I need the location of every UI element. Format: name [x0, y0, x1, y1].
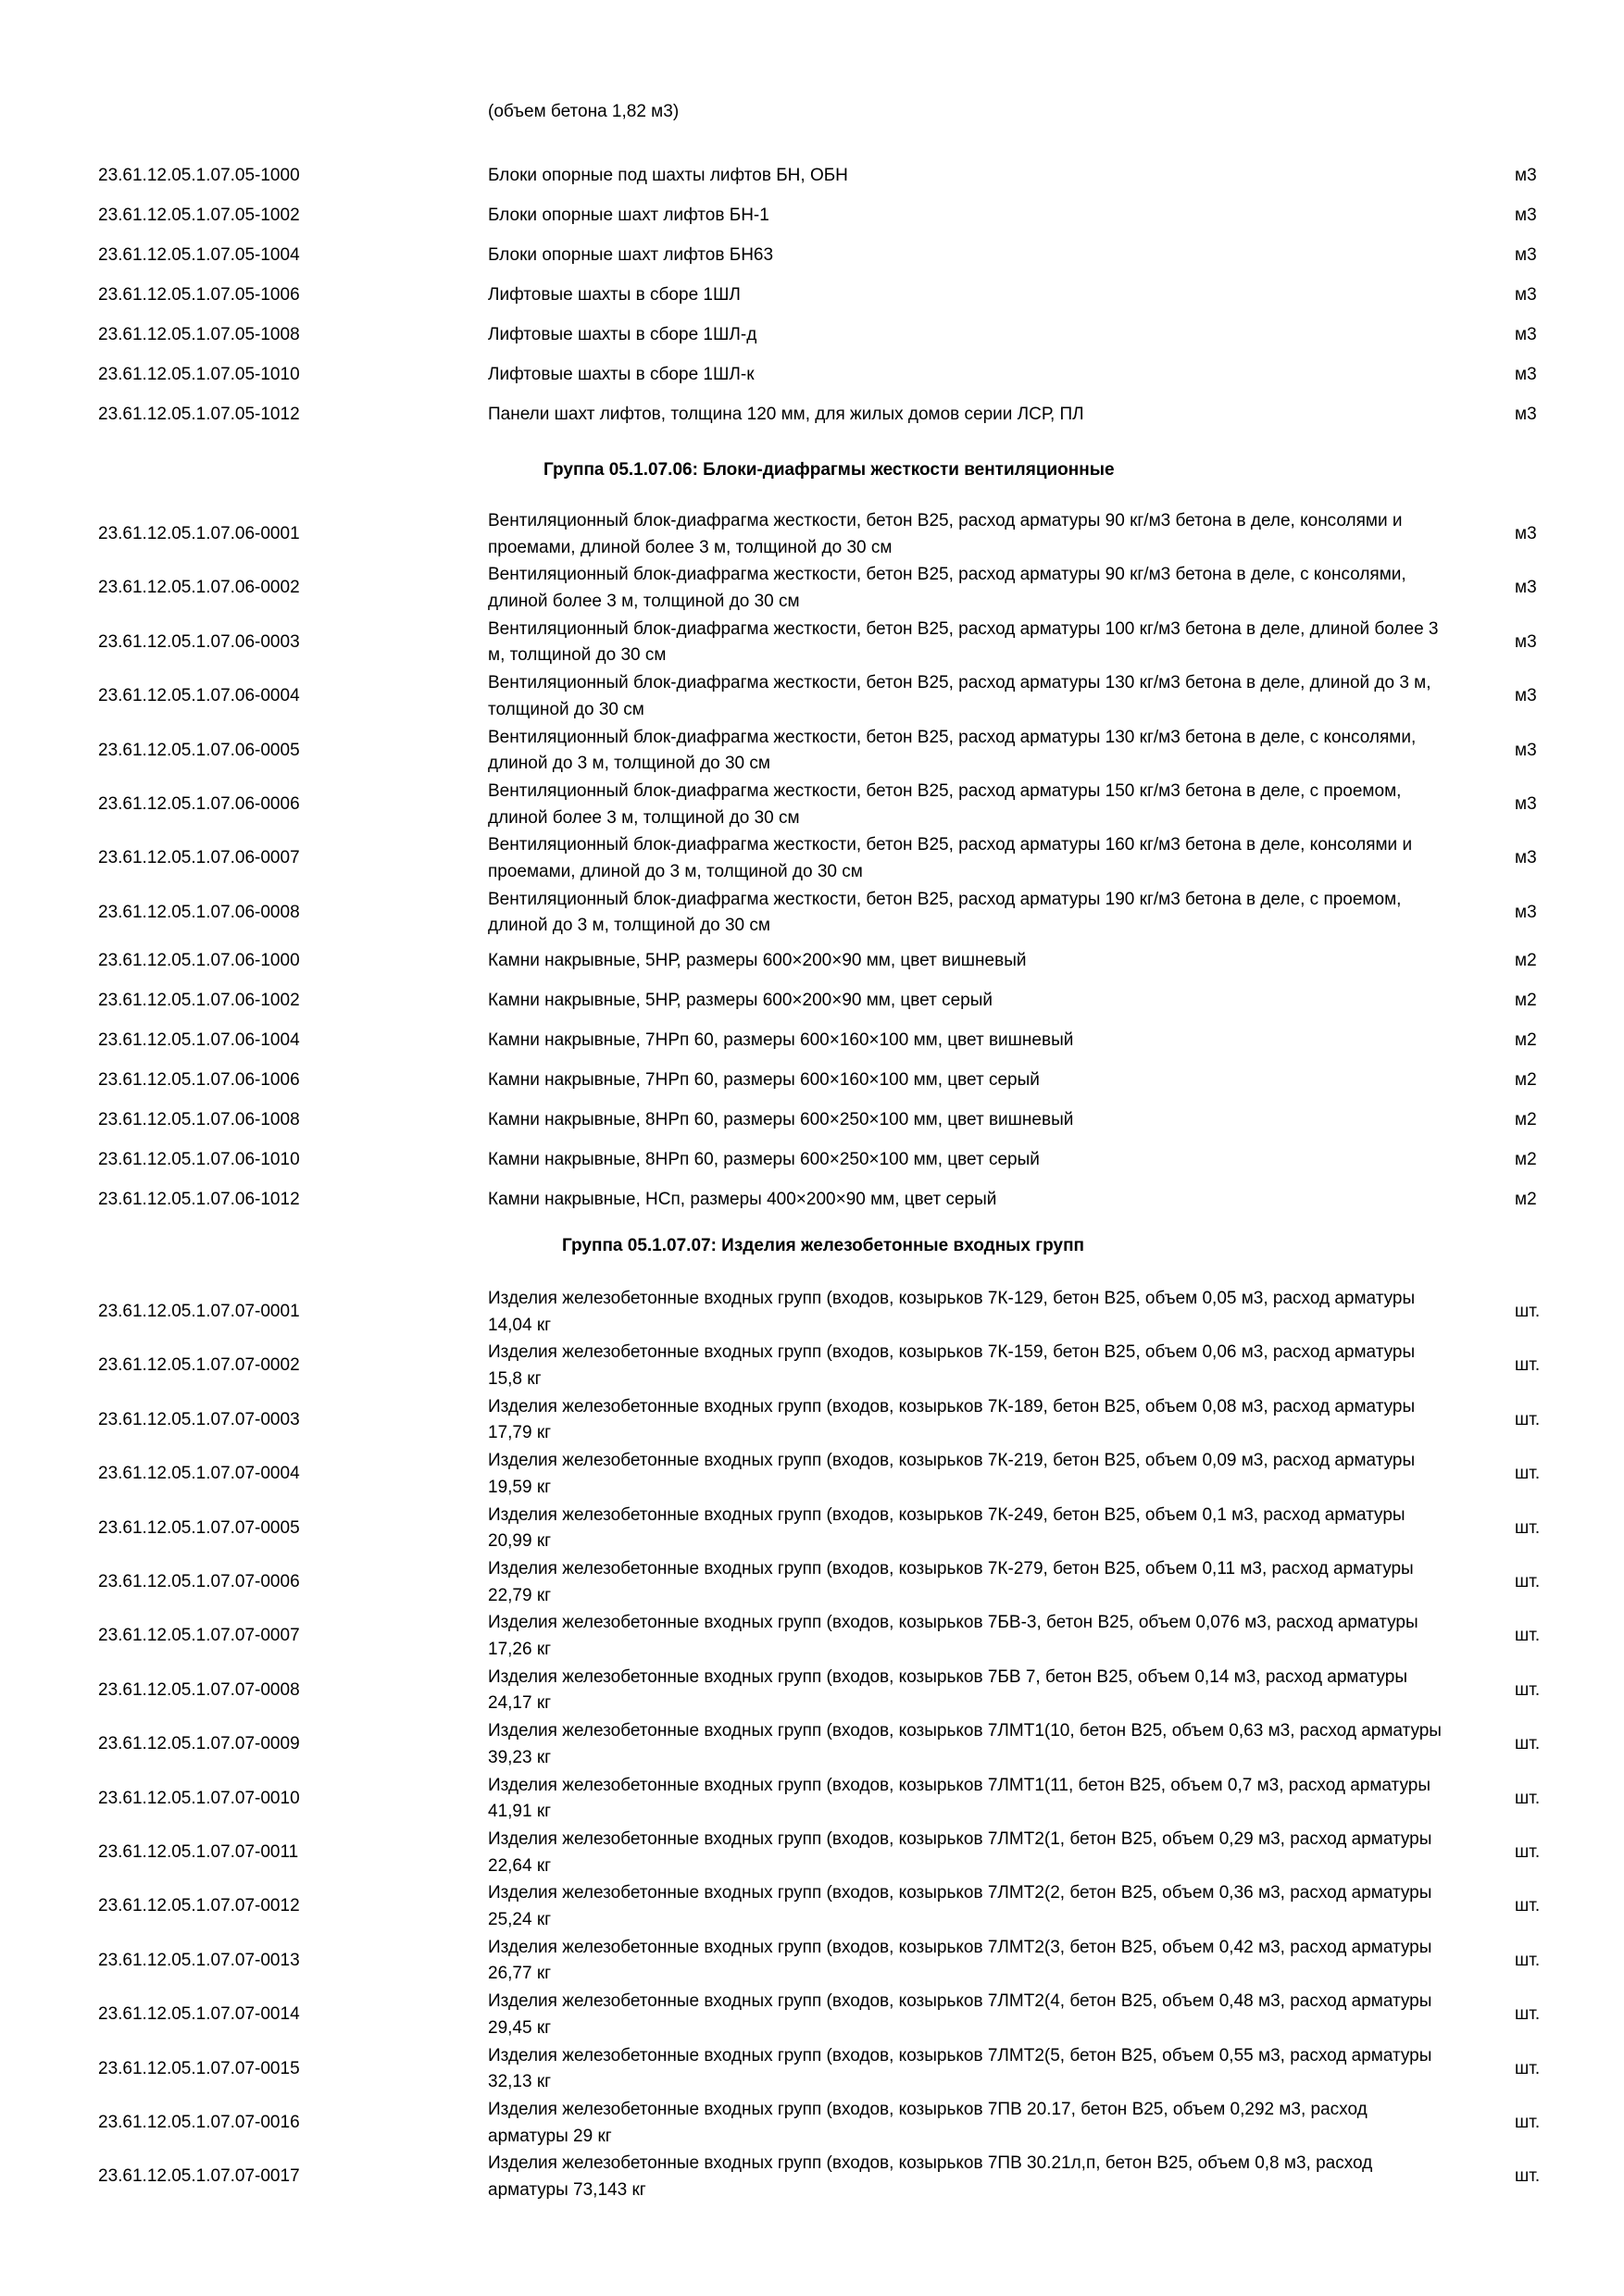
item-unit: м3	[1515, 524, 1537, 543]
item-code: 23.61.12.05.1.07.06-1012	[98, 1190, 300, 1209]
table-row	[0, 322, 1624, 350]
item-code: 23.61.12.05.1.07.06-0004	[98, 686, 300, 706]
table-row	[0, 887, 1624, 941]
table-row	[0, 2097, 1624, 2151]
item-description: Изделия железобетонные входных групп (входов, козырьков 7К-159, бетон В25, объем 0,06 м3, расход арматуры 15,8 кг	[488, 1342, 1416, 1389]
item-description: Вентиляционный блок-диафрагма жесткости, бетон В25, расход арматуры 130 кг/м3 бетона в деле, с консолями, длиной до 3 м, толщиной до 30 см	[488, 727, 1417, 774]
item-code: 23.61.12.05.1.07.06-0005	[98, 740, 300, 760]
table-row	[0, 1503, 1624, 1556]
item-code: 23.61.12.05.1.07.05-1006	[98, 285, 300, 305]
item-unit: шт.	[1515, 2058, 1541, 2078]
item-unit: м3	[1515, 405, 1537, 424]
item-unit: м2	[1515, 1110, 1537, 1129]
table-row	[0, 1718, 1624, 1772]
group-title-0506: Группа 05.1.07.06: Блоки-диафрагмы жесткости вентиляционные	[543, 460, 1115, 480]
item-description: Лифтовые шахты в сборе 1ШЛ	[488, 285, 741, 305]
table-row	[0, 2043, 1624, 2097]
item-unit: м3	[1515, 848, 1537, 868]
item-code: 23.61.12.05.1.07.05-1010	[98, 365, 300, 384]
table-row	[0, 163, 1624, 191]
item-code: 23.61.12.05.1.07.05-1004	[98, 245, 300, 265]
item-unit: м2	[1515, 1070, 1537, 1090]
item-code: 23.61.12.05.1.07.07-0003	[98, 1409, 300, 1429]
table-row	[0, 282, 1624, 310]
item-unit: шт.	[1515, 1409, 1541, 1429]
item-description: Изделия железобетонные входных групп (входов, козырьков 7ЛМТ2(2, бетон В25, объем 0,36 м3, расход арматуры 25,24 кг	[488, 1883, 1432, 1929]
table-row	[0, 670, 1624, 724]
table-row	[0, 1989, 1624, 2042]
item-description: Камни накрывные, 7НРп 60, размеры 600×160×100 мм, цвет вишневый	[488, 1030, 1074, 1050]
table-row	[0, 1610, 1624, 1664]
item-unit: шт.	[1515, 1355, 1541, 1376]
item-unit: м2	[1515, 1030, 1537, 1050]
intro-note: (объем бетона 1,82 м3)	[488, 102, 680, 121]
item-code: 23.61.12.05.1.07.05-1012	[98, 405, 300, 424]
item-unit: м3	[1515, 902, 1537, 922]
item-unit: м3	[1515, 686, 1537, 706]
item-code: 23.61.12.05.1.07.07-0006	[98, 1572, 300, 1591]
item-unit: м2	[1515, 991, 1537, 1010]
item-unit: шт.	[1515, 1464, 1541, 1484]
item-description: Изделия железобетонные входных групп (входов, козырьков 7ПВ 30.21л,п, бетон В25, объем 0,8 м3, расход арматуры 73,143 кг	[488, 2153, 1373, 2200]
item-code: 23.61.12.05.1.07.05-1000	[98, 166, 300, 185]
table-row	[0, 779, 1624, 832]
item-unit: шт.	[1515, 1896, 1541, 1916]
item-unit: шт.	[1515, 1788, 1541, 1808]
table-row	[0, 1067, 1624, 1095]
item-code: 23.61.12.05.1.07.07-0010	[98, 1788, 300, 1808]
table-row	[0, 617, 1624, 670]
item-unit: м3	[1515, 794, 1537, 814]
item-description: Изделия железобетонные входных групп (входов, козырьков 7ЛМТ1(10, бетон В25, объем 0,63 м3, расход арматуры 39,23 кг	[488, 1721, 1442, 1767]
item-description: Камни накрывные, 5НР, размеры 600×200×90 мм, цвет вишневый	[488, 951, 1027, 970]
group-title-0507: Группа 05.1.07.07: Изделия железобетонные входных групп	[562, 1236, 1085, 1255]
item-unit: м3	[1515, 285, 1537, 305]
item-unit: шт.	[1515, 1679, 1541, 1700]
item-unit: м3	[1515, 245, 1537, 265]
item-code: 23.61.12.05.1.07.06-1010	[98, 1150, 300, 1169]
item-description: Лифтовые шахты в сборе 1ШЛ-к	[488, 365, 755, 384]
item-description: Камни накрывные, 7НРп 60, размеры 600×160×100 мм, цвет серый	[488, 1070, 1040, 1090]
item-description: Блоки опорные шахт лифтов БН-1	[488, 206, 769, 225]
item-unit: м2	[1515, 1190, 1537, 1209]
item-description: Вентиляционный блок-диафрагма жесткости, бетон В25, расход арматуры 100 кг/м3 бетона в деле, длиной более 3 м, толщиной до 30 см	[488, 618, 1439, 666]
item-description: Вентиляционный блок-диафрагма жесткости, бетон В25, расход арматуры 90 кг/м3 бетона в деле, консолями и проемами, длиной более 3 м, толщиной до 30 см	[488, 511, 1403, 557]
item-unit: шт.	[1515, 1302, 1541, 1321]
table-row	[0, 508, 1624, 562]
table-row	[0, 1340, 1624, 1393]
item-unit: м3	[1515, 166, 1537, 185]
item-code: 23.61.12.05.1.07.06-1008	[98, 1110, 300, 1129]
item-code: 23.61.12.05.1.07.05-1008	[98, 325, 300, 344]
item-description: Изделия железобетонные входных групп (входов, козырьков 7К-129, бетон В25, объем 0,05 м3, расход арматуры 14,04 кг	[488, 1289, 1416, 1335]
table-row	[0, 562, 1624, 616]
table-row	[0, 1028, 1624, 1055]
item-unit: м3	[1515, 206, 1537, 225]
item-unit: шт.	[1515, 1517, 1541, 1538]
item-description: Изделия железобетонные входных групп (входов, козырьков 7ЛМТ2(1, бетон В25, объем 0,29 м3, расход арматуры 22,64 кг	[488, 1829, 1432, 1876]
item-description: Камни накрывные, 8НРп 60, размеры 600×250×100 мм, цвет серый	[488, 1150, 1040, 1169]
item-unit: м2	[1515, 951, 1537, 970]
item-description: Изделия железобетонные входных групп (входов, козырьков 7К-249, бетон В25, объем 0,1 м3, расход арматуры 20,99 кг	[488, 1504, 1405, 1552]
item-unit: шт.	[1515, 1626, 1541, 1646]
item-unit: шт.	[1515, 2113, 1541, 2132]
item-code: 23.61.12.05.1.07.07-0001	[98, 1302, 300, 1321]
item-code: 23.61.12.05.1.07.06-1006	[98, 1070, 300, 1090]
item-description: Изделия железобетонные входных групп (входов, козырьков 7БВ-3, бетон В25, объем 0,076 м3, расход арматуры 17,26 кг	[488, 1613, 1418, 1659]
item-description: Вентиляционный блок-диафрагма жесткости, бетон В25, расход арматуры 160 кг/м3 бетона в деле, консолями и проемами, длиной до 3 м, толщиной до 30 см	[488, 835, 1413, 881]
item-code: 23.61.12.05.1.07.07-0014	[98, 2004, 300, 2025]
table-row	[0, 1394, 1624, 1448]
item-unit: шт.	[1515, 1950, 1541, 1970]
item-unit: м3	[1515, 631, 1537, 652]
table-row	[0, 1107, 1624, 1135]
item-unit: шт.	[1515, 1572, 1541, 1591]
item-code: 23.61.12.05.1.07.07-0011	[98, 1842, 299, 1862]
item-code: 23.61.12.05.1.07.07-0002	[98, 1355, 300, 1376]
item-unit: шт.	[1515, 1734, 1541, 1754]
item-code: 23.61.12.05.1.07.07-0016	[98, 2113, 300, 2132]
table-row	[0, 1286, 1624, 1340]
item-unit: шт.	[1515, 2004, 1541, 2025]
item-code: 23.61.12.05.1.07.07-0005	[98, 1517, 300, 1538]
item-code: 23.61.12.05.1.07.06-1000	[98, 951, 300, 970]
table-row	[0, 243, 1624, 270]
table-row	[0, 362, 1624, 390]
item-description: Изделия железобетонные входных групп (входов, козырьков 7ЛМТ2(3, бетон В25, объем 0,42 м3, расход арматуры 26,77 кг	[488, 1937, 1432, 1984]
item-unit: шт.	[1515, 1842, 1541, 1862]
item-description: Камни накрывные, НСп, размеры 400×200×90 мм, цвет серый	[488, 1190, 997, 1209]
item-code: 23.61.12.05.1.07.07-0017	[98, 2166, 300, 2187]
table-row	[0, 1880, 1624, 1934]
item-description: Панели шахт лифтов, толщина 120 мм, для жилых домов серии ЛСР, ПЛ	[488, 405, 1084, 424]
item-unit: м3	[1515, 325, 1537, 344]
item-description: Блоки опорные под шахты лифтов БН, ОБН	[488, 166, 848, 185]
item-unit: шт.	[1515, 2166, 1541, 2187]
item-description: Изделия железобетонные входных групп (входов, козырьков 7ЛМТ1(11, бетон В25, объем 0,7 м3, расход арматуры 41,91 кг	[488, 1775, 1430, 1822]
table-row	[0, 988, 1624, 1016]
item-description: Блоки опорные шахт лифтов БН63	[488, 245, 774, 265]
item-code: 23.61.12.05.1.07.07-0007	[98, 1626, 300, 1646]
item-code: 23.61.12.05.1.07.06-0008	[98, 902, 300, 922]
table-row	[0, 1935, 1624, 1989]
item-code: 23.61.12.05.1.07.07-0008	[98, 1679, 300, 1700]
item-description: Изделия железобетонные входных групп (входов, козырьков 7К-189, бетон В25, объем 0,08 м3, расход арматуры 17,79 кг	[488, 1396, 1416, 1443]
item-unit: м3	[1515, 740, 1537, 760]
item-unit: м2	[1515, 1150, 1537, 1169]
item-code: 23.61.12.05.1.07.07-0012	[98, 1896, 300, 1916]
item-description: Лифтовые шахты в сборе 1ШЛ-д	[488, 325, 757, 344]
table-row	[0, 725, 1624, 779]
item-code: 23.61.12.05.1.07.06-0007	[98, 848, 300, 868]
item-code: 23.61.12.05.1.07.06-0001	[98, 524, 300, 543]
item-description: Изделия железобетонные входных групп (входов, козырьков 7ЛМТ2(4, бетон В25, объем 0,48 м3, расход арматуры 29,45 кг	[488, 1991, 1432, 2038]
table-row	[0, 1773, 1624, 1827]
table-row	[0, 402, 1624, 430]
item-code: 23.61.12.05.1.07.07-0015	[98, 2058, 300, 2078]
item-code: 23.61.12.05.1.07.06-0003	[98, 631, 300, 652]
table-row	[0, 1556, 1624, 1610]
item-description: Изделия железобетонные входных групп (входов, козырьков 7ПВ 20.17, бетон В25, объем 0,292 м3, расход арматуры 29 кг	[488, 2100, 1368, 2146]
item-unit: м3	[1515, 365, 1537, 384]
table-row	[0, 1665, 1624, 1718]
table-row	[0, 948, 1624, 976]
table-row	[0, 1827, 1624, 1880]
item-description: Вентиляционный блок-диафрагма жесткости, бетон В25, расход арматуры 190 кг/м3 бетона в деле, с проемом, длиной до 3 м, толщиной до 30 см	[488, 889, 1402, 936]
item-description: Вентиляционный блок-диафрагма жесткости, бетон В25, расход арматуры 90 кг/м3 бетона в деле, с консолями, длиной более 3 м, толщиной до 30 см	[488, 565, 1406, 611]
item-code: 23.61.12.05.1.07.06-0006	[98, 794, 300, 814]
item-code: 23.61.12.05.1.07.06-1004	[98, 1030, 300, 1050]
item-code: 23.61.12.05.1.07.07-0009	[98, 1734, 300, 1754]
table-row	[0, 2151, 1624, 2204]
item-description: Изделия железобетонные входных групп (входов, козырьков 7К-279, бетон В25, объем 0,11 м3, расход арматуры 22,79 кг	[488, 1559, 1414, 1605]
item-description: Камни накрывные, 8НРп 60, размеры 600×250×100 мм, цвет вишневый	[488, 1110, 1074, 1129]
item-description: Вентиляционный блок-диафрагма жесткости, бетон В25, расход арматуры 150 кг/м3 бетона в деле, с проемом, длиной более 3 м, толщиной до 30 см	[488, 781, 1402, 828]
table-row	[0, 203, 1624, 231]
table-row	[0, 1147, 1624, 1175]
item-description: Изделия железобетонные входных групп (входов, козырьков 7БВ 7, бетон В25, объем 0,14 м3, расход арматуры 24,17 кг	[488, 1666, 1408, 1714]
item-description: Изделия железобетонные входных групп (входов, козырьков 7ЛМТ2(5, бетон В25, объем 0,55 м3, расход арматуры 32,13 кг	[488, 2045, 1432, 2092]
item-code: 23.61.12.05.1.07.06-0002	[98, 578, 300, 598]
item-code: 23.61.12.05.1.07.07-0004	[98, 1464, 300, 1484]
item-code: 23.61.12.05.1.07.05-1002	[98, 206, 300, 225]
item-description: Изделия железобетонные входных групп (входов, козырьков 7К-219, бетон В25, объем 0,09 м3, расход арматуры 19,59 кг	[488, 1451, 1416, 1497]
item-code: 23.61.12.05.1.07.06-1002	[98, 991, 300, 1010]
table-row	[0, 1448, 1624, 1502]
item-unit: м3	[1515, 578, 1537, 598]
item-description: Камни накрывные, 5НР, размеры 600×200×90 мм, цвет серый	[488, 991, 993, 1010]
table-row	[0, 1187, 1624, 1215]
table-row	[0, 832, 1624, 886]
item-code: 23.61.12.05.1.07.07-0013	[98, 1950, 300, 1970]
item-description: Вентиляционный блок-диафрагма жесткости, бетон В25, расход арматуры 130 кг/м3 бетона в деле, длиной до 3 м, толщиной до 30 см	[488, 673, 1431, 719]
